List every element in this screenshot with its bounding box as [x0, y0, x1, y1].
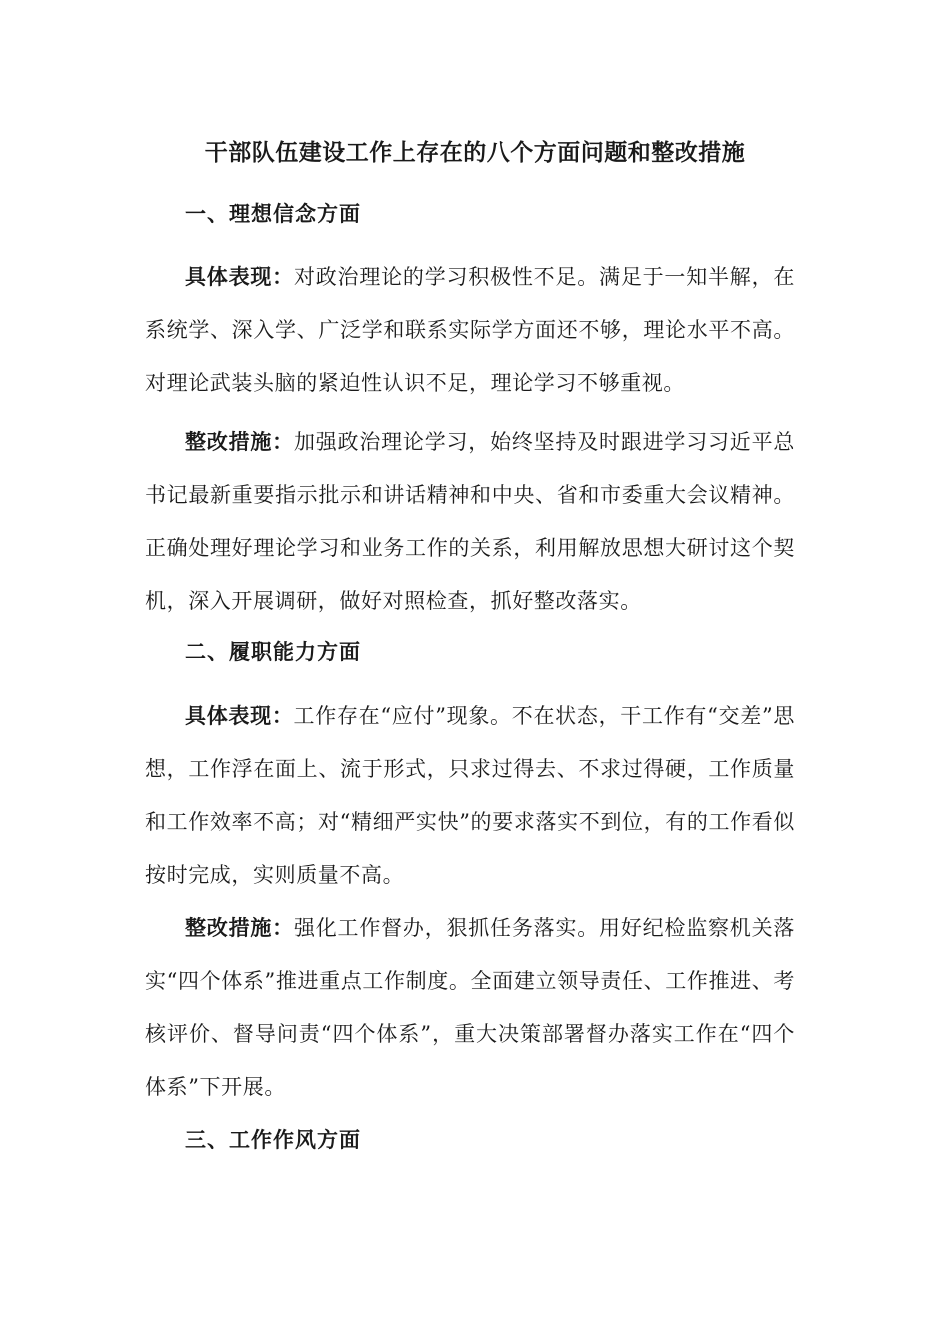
issue-label: 具体表现： [185, 703, 294, 728]
issue-text: 工作存在“应付”现象。不在状态，干工作有“交差”思想，工作浮在面上、流于形式，只求过得去、不求过得硬，工作质量和工作效率不高；对“精细严实快”的要求落实不到位，有的工作看似按时完成，实则质量不高。 [145, 704, 795, 887]
section-1-fix-paragraph [145, 415, 795, 628]
section-heading-3: 三、工作作风方面 [185, 1127, 361, 1152]
issue-text: 对政治理论的学习积极性不足。满足于一知半解，在系统学、深入学、广泛学和联系实际学方面还不够，理论水平不高。对理论武装头脑的紧迫性认识不足，理论学习不够重视。 [145, 265, 795, 395]
section-2-issue-paragraph [145, 689, 795, 902]
fix-text: 加强政治理论学习，始终坚持及时跟进学习习近平总书记最新重要指示批示和讲话精神和中央、省和市委重大会议精神。正确处理好理论学习和业务工作的关系，利用解放思想大研讨这个契机，深入开展调研，做好对照检查，抓好整改落实。 [145, 430, 795, 613]
section-2-fix-paragraph [145, 901, 795, 1114]
section-heading-1: 一、理想信念方面 [185, 201, 361, 226]
document-title: 干部队伍建设工作上存在的八个方面问题和整改措施 [204, 139, 746, 166]
section-1-issue-paragraph [145, 250, 795, 410]
fix-label: 整改措施： [185, 429, 294, 454]
issue-label: 具体表现： [185, 264, 294, 289]
section-heading-2: 二、履职能力方面 [185, 639, 361, 664]
fix-label: 整改措施： [185, 915, 294, 940]
fix-text: 强化工作督办，狠抓任务落实。用好纪检监察机关落实“四个体系”推进重点工作制度。全面建立领导责任、工作推进、考核评价、督导问责“四个体系”，重大决策部署督办落实工作在“四个体系”下开展。 [145, 916, 795, 1099]
